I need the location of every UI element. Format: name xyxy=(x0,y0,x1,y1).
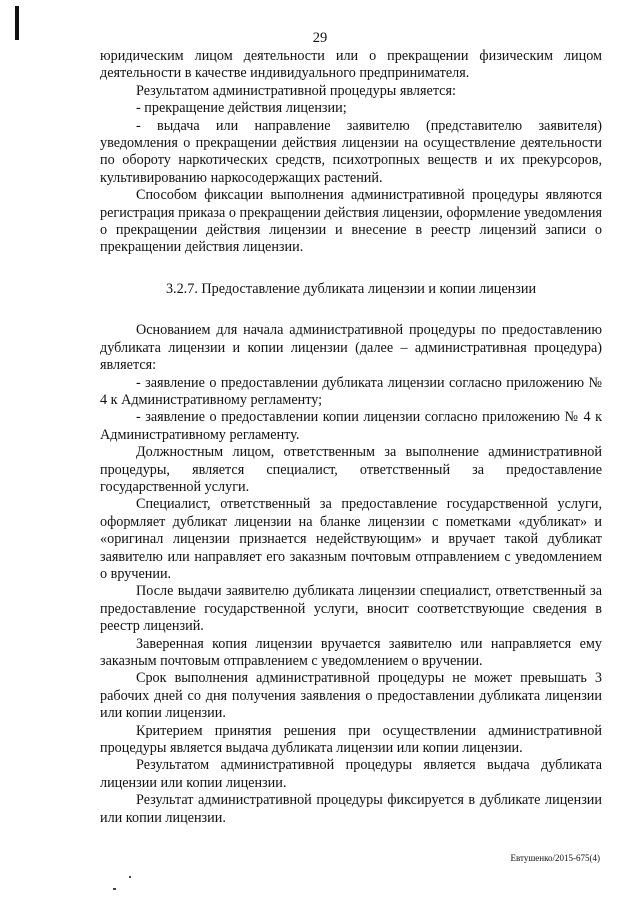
page-number: 29 xyxy=(312,30,328,46)
scan-speck xyxy=(129,876,131,878)
paragraph: Результатом административной процедуры является выдача дубликата лицензии или копии лицензии. xyxy=(100,757,602,791)
paragraph: После выдачи заявителю дубликата лицензии специалист, ответственный за предоставление государственной услуги, вносит соответствующие сведения в реестр лицензий. xyxy=(100,583,602,635)
paragraph: Результатом административной процедуры является: xyxy=(136,82,456,99)
paragraph: Критерием принятия решения при осуществлении административной процедуры является выдача дубликата лицензии или копии лицензии. xyxy=(100,722,602,757)
list-item: - заявление о предоставлении копии лицензии согласно приложению № 4 к Административному регламенту. xyxy=(100,409,602,443)
list-item: - выдача или направление заявителю (представителю заявителя) уведомления о прекращении действия лицензии на осуществление деятельности по обороту наркотических средств, психотропных веществ и их прекурсоров, культивированию наркосодержащих растений. xyxy=(100,117,602,186)
paragraph: Специалист, ответственный за предоставление государственной услуги, оформляет дубликат лицензии на бланке лицензии с пометками «дубликат» и «оригинал лицензии признается недействующим» и вручает такой дубликат заявителю или направляет его заказным почтовым отправлением с уведомлением о вручении. xyxy=(100,496,602,582)
list-item: - заявление о предоставлении дубликата лицензии согласно приложению № 4 к Административному регламенту; xyxy=(100,374,602,408)
footer-document-code: Евтушенко/2015-675(4) xyxy=(510,853,600,863)
paragraph: Способом фиксации выполнения административной процедуры являются регистрация приказа о прекращении действия лицензии, оформление уведомления о прекращении действия лицензии и внесение в реестр лицензий записи о прекращении действия лицензии. xyxy=(100,187,602,256)
paragraph: Срок выполнения административной процедуры не может превышать 3 рабочих дней со дня получения заявления о предоставлении дубликата лицензии или копии лицензии. xyxy=(100,670,602,722)
paragraph: Основанием для начала административной процедуры по предоставлению дубликата лицензии и копии лицензии (далее – административная процедура) является: xyxy=(100,322,602,374)
paragraph: Результат административной процедуры фиксируется в дубликате лицензии или копии лицензии. xyxy=(100,792,602,826)
section-heading: 3.2.7. Предоставление дубликата лицензии и копии лицензии xyxy=(165,280,537,297)
scan-speck xyxy=(113,888,116,890)
paragraph: Должностным лицом, ответственным за выполнение административной процедуры, является специалист, ответственный за предоставление государственной услуги. xyxy=(100,444,602,495)
paragraph: Заверенная копия лицензии вручается заявителю или направляется ему заказным почтовым отправлением с уведомлением о вручении. xyxy=(100,635,602,669)
paragraph: юридическим лицом деятельности или о прекращении физическим лицом деятельности в качестве индивидуального предпринимателя. xyxy=(100,48,602,82)
document-body xyxy=(100,48,602,827)
list-item: - прекращение действия лицензии; xyxy=(136,100,347,117)
